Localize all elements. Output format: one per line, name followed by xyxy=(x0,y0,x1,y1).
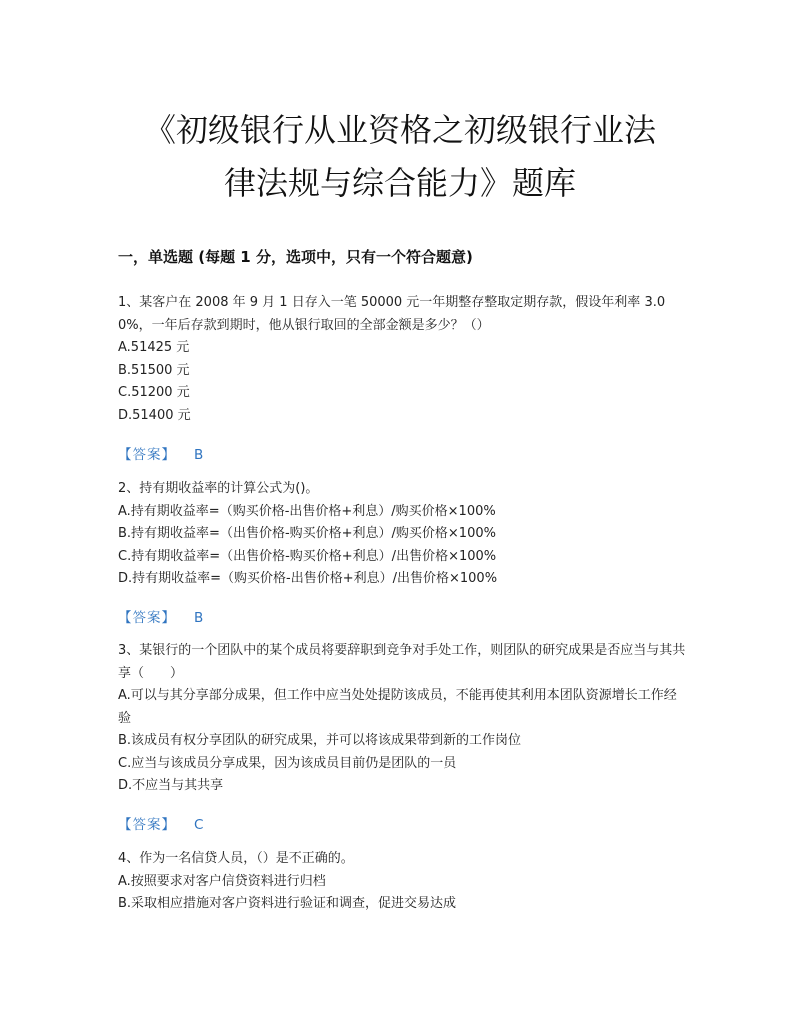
answer-2 xyxy=(118,606,203,626)
option-a: A.可以与其分享部分成果，但工作中应当处处提防该成员，不能再使其利用本团队资源增长工作经验 xyxy=(118,688,677,726)
question-2 xyxy=(118,478,688,591)
option-c: C.51200 元 xyxy=(118,385,190,400)
option-d: D.51400 元 xyxy=(118,407,191,423)
answer-value: C xyxy=(194,817,204,833)
question-1 xyxy=(118,292,688,427)
answer-value: B xyxy=(194,610,204,626)
answer-value: B xyxy=(194,447,204,463)
question-stem: 4、作为一名信贷人员，（）是不正确的。 xyxy=(118,851,354,866)
answer-3 xyxy=(118,813,203,833)
option-b: B.51500 元 xyxy=(118,362,190,378)
answer-tag: 【答案】 xyxy=(118,817,176,833)
question-stem: 1、某客户在 2008 年 9 月 1 日存入一笔 50000 元一年期整存整取定期存款，假设年利率 3.00%，一年后存款到期时，他从银行取回的全部金额是多少？（） xyxy=(118,295,666,333)
answer-tag: 【答案】 xyxy=(118,447,176,463)
option-b: B.该成员有权分享团队的研究成果，并可以将该成果带到新的工作岗位 xyxy=(118,733,522,748)
title-line-1: 《初级银行从业资格之初级银行业法 xyxy=(143,111,656,149)
option-c: C.持有期收益率=（出售价格-购买价格+利息）/出售价格×100% xyxy=(118,548,497,564)
option-a: A.51425 元 xyxy=(118,340,190,355)
answer-tag: 【答案】 xyxy=(118,610,176,626)
question-4 xyxy=(118,848,688,916)
option-b: B.采取相应措施对客户资料进行验证和调查，促进交易达成 xyxy=(118,896,457,911)
question-stem: 3、某银行的一个团队中的某个成员将要辞职到竞争对手处工作，则团队的研究成果是否应当与其共享（ ） xyxy=(118,643,686,681)
option-d: D.不应当与其共享 xyxy=(118,778,224,793)
option-b: B.持有期收益率=（出售价格-购买价格+利息）/购买价格×100% xyxy=(118,526,496,541)
option-a: A.持有期收益率=（购买价格-出售价格+利息）/购买价格×100% xyxy=(118,503,496,519)
option-c: C.应当与该成员分享成果，因为该成员目前仍是团队的一员 xyxy=(118,755,457,771)
section-heading: 一，单选题 (每题 1 分，选项中，只有一个符合题意) xyxy=(118,248,473,266)
title-line-2: 律法规与综合能力》题库 xyxy=(223,164,576,202)
option-a: A.按照要求对客户信贷资料进行归档 xyxy=(118,873,326,889)
question-3 xyxy=(118,640,688,798)
option-d: D.持有期收益率=（购买价格-出售价格+利息）/出售价格×100% xyxy=(118,571,498,586)
question-stem: 2、持有期收益率的计算公式为()。 xyxy=(118,481,319,496)
document-title xyxy=(60,104,740,210)
answer-1 xyxy=(118,443,203,463)
